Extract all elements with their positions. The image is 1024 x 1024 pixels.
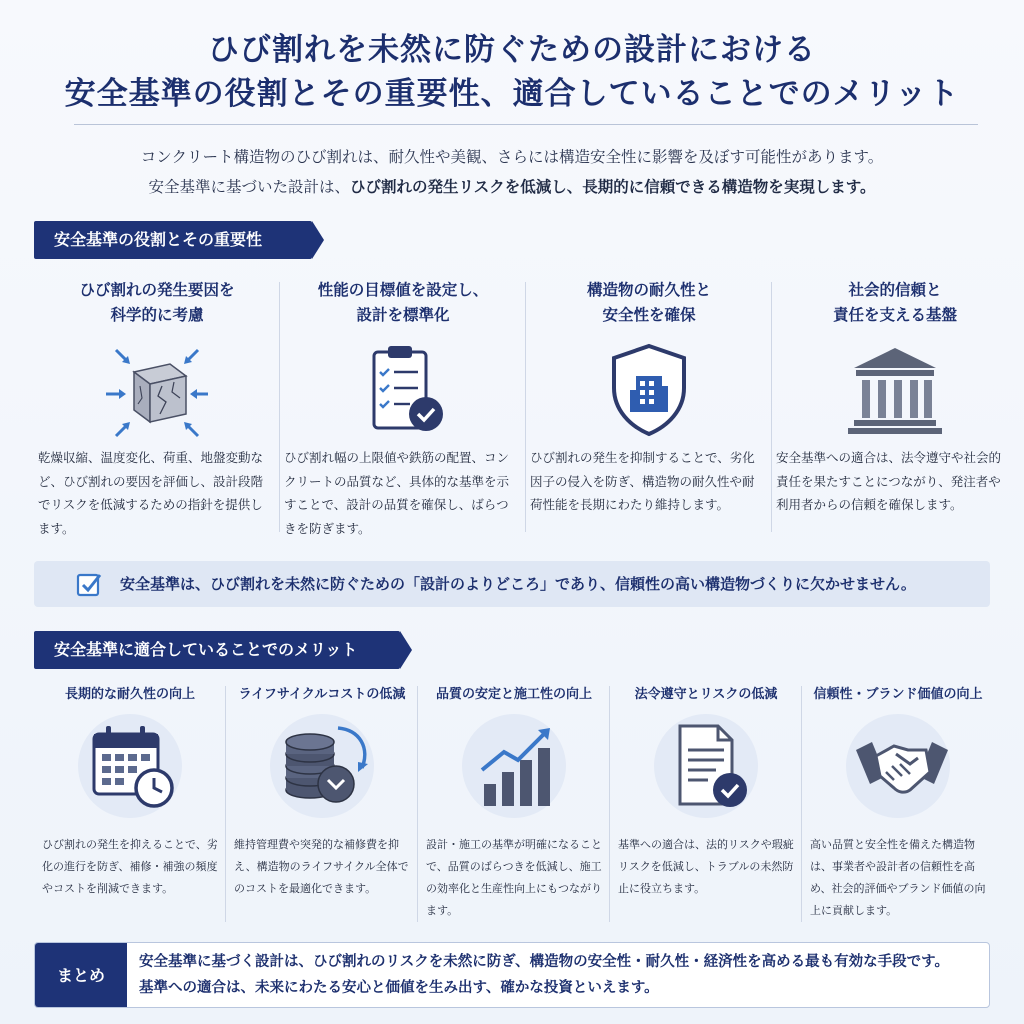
- summary-text: [139, 949, 985, 1001]
- cracked-cube-icon: [102, 342, 212, 438]
- role-column-standards: [280, 268, 526, 538]
- benefit-title: ライフサイクルコストの低減: [238, 687, 406, 702]
- role-column-trust: [772, 268, 1018, 538]
- key-point-callout: [34, 561, 990, 607]
- benefit-title: 法令遵守とリスクの低減: [634, 687, 778, 702]
- clipboard-check-icon: [348, 342, 458, 438]
- role-column-title: [34, 278, 280, 328]
- benefit-title: 信頼性・ブランド価値の向上: [813, 687, 983, 702]
- bar-chart-up-icon: [468, 720, 568, 812]
- benefit-title: 品質の安定と施工性の向上: [435, 687, 592, 702]
- summary-line-2: 基準への適合は、未来にわたる安心と価値を生み出す、確かな投資といえます。: [139, 980, 659, 996]
- benefit-column-durability: [34, 680, 226, 925]
- role-column-text: 安全基準への適合は、法令遵守や社会的責任を果たすことにつながり、発注者や利用者からの信頼を確保します。: [776, 450, 1002, 512]
- intro-line-2: [60, 172, 964, 202]
- intro-line-2-emphasis: ひび割れの発生リスクを低減し、長期的に信頼できる構造物を実現します。: [350, 178, 876, 196]
- coin-stack-icon: [276, 720, 376, 812]
- role-title-line-2: 科学的に考慮: [110, 306, 204, 324]
- benefit-text: 高い品質と安全性を備えた構造物は、事業者や設計者の信頼性を高め、社会的評価やブランド価値の向上に貢献します。: [810, 838, 986, 917]
- benefit-text: 基準への適合は、法的リスクや瑕疵リスクを低減し、トラブルの未然防止に役立ちます。: [618, 838, 794, 895]
- section-heading-benefits: 安全基準に適合していることでのメリット: [34, 631, 400, 669]
- title-divider: [74, 124, 978, 125]
- summary-box: [34, 942, 990, 1008]
- page-title: [0, 28, 1024, 116]
- role-column-text: 乾燥収縮、温度変化、荷重、地盤変動など、ひび割れの要因を評価し、設計段階でリスクを低減するための指針を提供します。: [38, 450, 264, 536]
- document-check-icon: [660, 720, 760, 812]
- role-column-text: ひび割れの発生を抑制することで、劣化因子の侵入を防ぎ、構造物の耐久性や耐荷性能を長期にわたり維持します。: [530, 450, 755, 512]
- intro-line-1: コンクリート構造物のひび割れは、耐久性や美観、さらには構造安全性に影響を及ぼす可能性があります。: [140, 148, 884, 166]
- title-line-1: ひび割れを未然に防ぐための設計における: [208, 32, 816, 68]
- benefit-column-compliance: [610, 680, 802, 925]
- benefit-text: 維持管理費や突発的な補修費を抑え、構造物のライフサイクル全体でのコストを最適化できます。: [234, 838, 409, 895]
- section-heading-role: 安全基準の役割とその重要性: [34, 221, 312, 259]
- role-column-durability: [526, 268, 772, 538]
- benefit-column-quality: [418, 680, 610, 925]
- handshake-icon: [852, 720, 952, 812]
- government-building-icon: [840, 342, 950, 438]
- role-columns: [34, 268, 1002, 550]
- role-column-text: ひび割れ幅の上限値や鉄筋の配置、コンクリートの品質など、具体的な基準を示すことで、設計の品質を確保し、ばらつきを防ぎます。: [284, 450, 510, 536]
- role-title-line-1: 構造物の耐久性と: [586, 281, 711, 299]
- summary-line-1: 安全基準に基づく設計は、ひび割れのリスクを未然に防ぎ、構造物の安全性・耐久性・経済性を高める最も有効な手段です。: [139, 954, 949, 970]
- benefit-title: 長期的な耐久性の向上: [64, 687, 195, 702]
- intro-text: [60, 142, 964, 202]
- role-title-line-2: 設計を標準化: [356, 306, 450, 324]
- role-column-title: [772, 278, 1018, 328]
- benefit-column-lifecycle-cost: [226, 680, 418, 925]
- role-title-line-1: ひび割れの発生要因を: [79, 281, 235, 299]
- role-column-title: [280, 278, 526, 328]
- benefit-text: 設計・施工の基準が明確になることで、品質のばらつきを低減し、施工の効率化と生産性向上にもつながります。: [426, 838, 602, 917]
- benefit-text: ひび割れの発生を抑えることで、劣化の進行を防ぎ、補修・補強の頻度やコストを削減できます。: [42, 838, 218, 895]
- callout-text: 安全基準は、ひび割れを未然に防ぐための「設計のよりどころ」であり、信頼性の高い構造物づくりに欠かせません。: [120, 575, 916, 593]
- benefit-column-brand: [802, 680, 994, 925]
- checkbox-icon: [76, 571, 102, 597]
- benefit-columns: [34, 680, 1000, 930]
- role-column-title: [526, 278, 772, 328]
- role-title-line-2: 責任を支える基盤: [832, 306, 957, 324]
- calendar-clock-icon: [84, 720, 184, 812]
- role-title-line-1: 性能の目標値を設定し、: [317, 281, 489, 299]
- title-line-2: 安全基準の役割とその重要性、適合していることでのメリット: [64, 76, 960, 112]
- summary-label: まとめ: [35, 943, 127, 1008]
- shield-building-icon: [594, 342, 704, 438]
- role-title-line-2: 安全性を確保: [602, 306, 696, 324]
- intro-line-2-lead: 安全基準に基づいた設計は、: [148, 178, 351, 196]
- role-column-factors: [34, 268, 280, 538]
- role-title-line-1: 社会的信頼と: [848, 281, 942, 299]
